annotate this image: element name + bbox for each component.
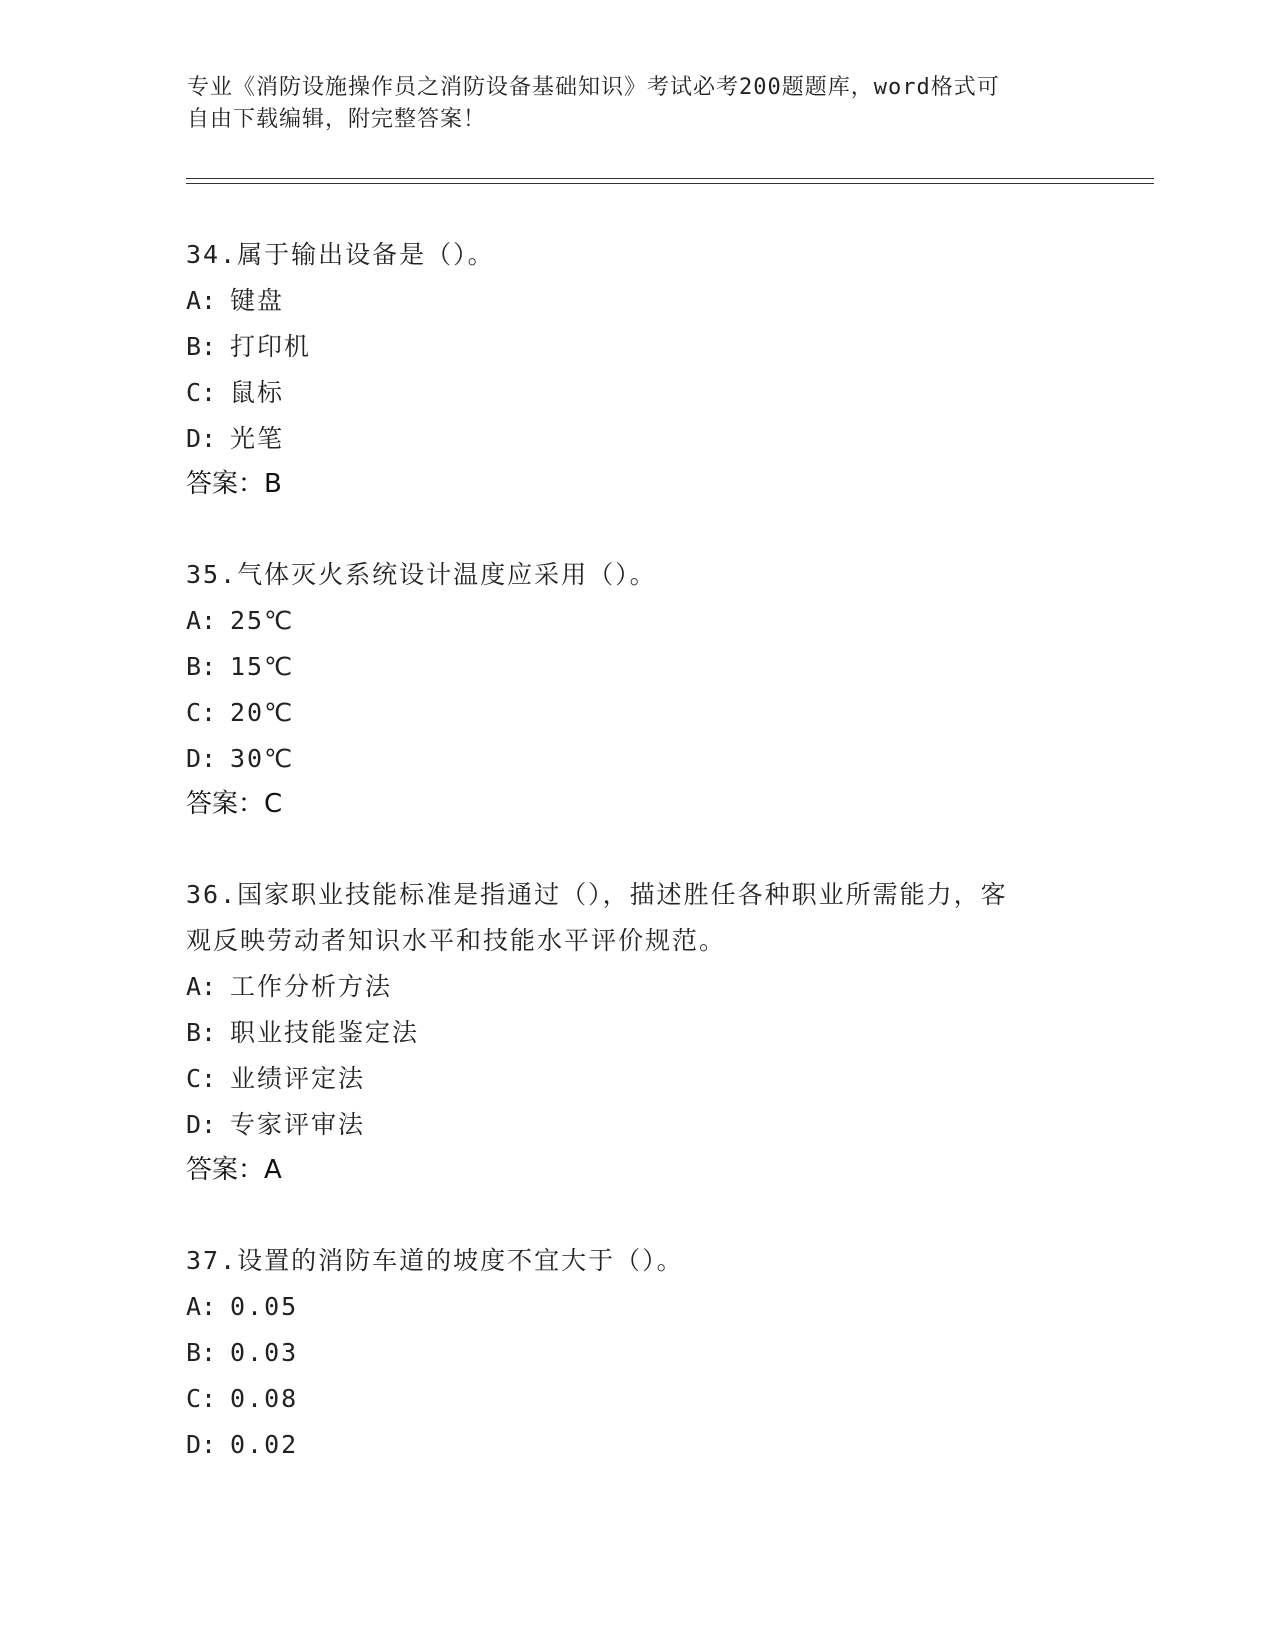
option-b — [186, 1330, 1086, 1376]
answer-line: 答案：C — [186, 789, 283, 819]
option-c — [186, 1056, 1086, 1102]
option-d — [186, 416, 1086, 462]
option-letter: B: — [186, 332, 217, 361]
option-letter: A: — [186, 286, 217, 315]
option-a — [186, 964, 1086, 1010]
answer-line: 答案：A — [186, 1155, 282, 1185]
question-37 — [186, 1238, 1086, 1468]
option-letter: C: — [186, 378, 217, 407]
option-text: 0.02 — [230, 1430, 299, 1459]
option-text: 30℃ — [230, 744, 295, 773]
option-text: 鼠标 — [230, 378, 285, 407]
header-divider-top — [186, 178, 1154, 179]
option-text: 25℃ — [230, 606, 295, 635]
option-text: 0.08 — [230, 1384, 299, 1413]
option-a — [186, 1284, 1086, 1330]
option-d — [186, 1422, 1086, 1468]
option-a — [186, 598, 1086, 644]
question-stem: 34.属于输出设备是（）。 — [186, 240, 495, 269]
option-text: 20℃ — [230, 698, 295, 727]
option-b — [186, 1010, 1086, 1056]
option-b — [186, 324, 1086, 370]
question-stem: 35.气体灭火系统设计温度应采用（）。 — [186, 560, 657, 589]
option-b — [186, 644, 1086, 690]
option-letter: C: — [186, 698, 217, 727]
question-stem-line-1: 36.国家职业技能标准是指通过（），描述胜任各种职业所需能力，客 — [186, 880, 1008, 909]
option-c — [186, 690, 1086, 736]
option-text: 0.03 — [230, 1338, 299, 1367]
option-c — [186, 370, 1086, 416]
option-letter: D: — [186, 1430, 217, 1459]
option-letter: D: — [186, 1110, 217, 1139]
option-text: 0.05 — [230, 1292, 299, 1321]
option-a — [186, 278, 1086, 324]
option-c — [186, 1376, 1086, 1422]
header-title-line-1: 专业《消防设施操作员之消防设备基础知识》考试必考200题题库，word格式可 — [187, 75, 1000, 100]
option-letter: A: — [186, 972, 217, 1001]
question-stem: 37.设置的消防车道的坡度不宜大于（）。 — [186, 1246, 684, 1275]
option-text: 专家评审法 — [230, 1110, 366, 1139]
option-text: 业绩评定法 — [230, 1064, 366, 1093]
option-text: 打印机 — [230, 332, 312, 361]
option-letter: B: — [186, 652, 217, 681]
option-letter: D: — [186, 744, 217, 773]
option-letter: A: — [186, 606, 217, 635]
option-d — [186, 1102, 1086, 1148]
option-letter: B: — [186, 1018, 217, 1047]
option-letter: B: — [186, 1338, 217, 1367]
option-letter: D: — [186, 424, 217, 453]
option-letter: C: — [186, 1384, 217, 1413]
option-text: 工作分析方法 — [230, 972, 393, 1001]
question-34 — [186, 232, 1086, 506]
question-list — [186, 232, 1086, 1514]
question-36 — [186, 872, 1086, 1192]
header-title-line-2: 自由下载编辑，附完整答案！ — [187, 107, 487, 132]
question-35 — [186, 552, 1086, 826]
option-text: 光笔 — [230, 424, 285, 453]
option-d — [186, 736, 1086, 782]
option-letter: C: — [186, 1064, 217, 1093]
option-letter: A: — [186, 1292, 217, 1321]
document-header — [187, 72, 1067, 136]
option-text: 15℃ — [230, 652, 295, 681]
option-text: 职业技能鉴定法 — [230, 1018, 420, 1047]
option-text: 键盘 — [230, 286, 285, 315]
answer-line: 答案：B — [186, 469, 282, 499]
header-divider-bottom — [186, 183, 1154, 184]
question-stem-line-2: 观反映劳动者知识水平和技能水平评价规范。 — [186, 926, 727, 955]
